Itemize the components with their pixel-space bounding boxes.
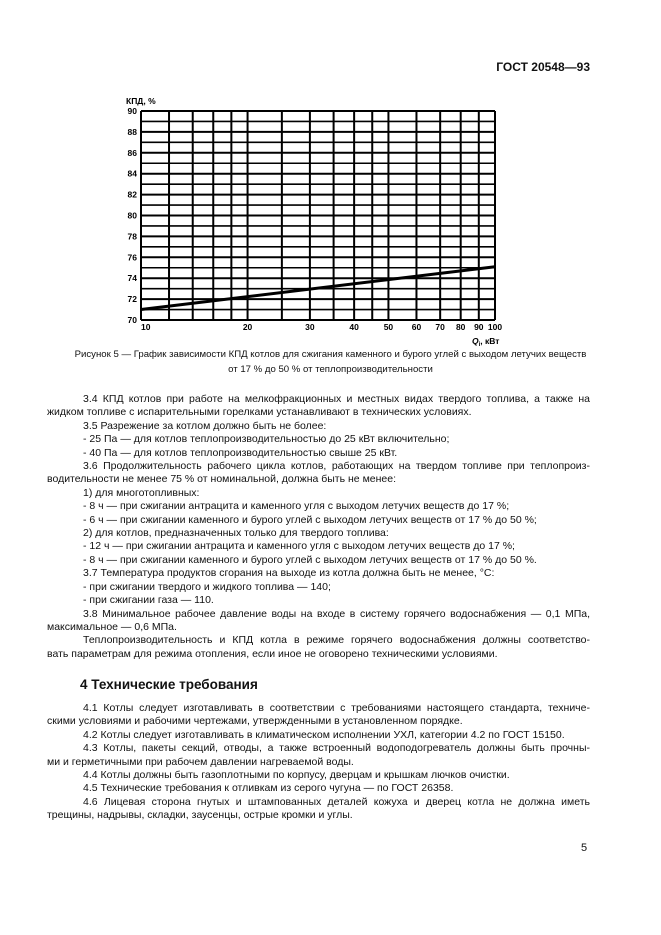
y-tick-label: 74: [127, 273, 137, 284]
text-line: 3.8 Минимальное рабочее давление воды на входе в систему горячего водоснабжения — 0,1 МПа,: [83, 607, 590, 620]
text-line: 4.2 Котлы следует изготавливать в климатическом исполнении УХЛ, категории 4.2 по ГОСТ 15150.: [83, 728, 565, 741]
y-tick-label: 88: [127, 126, 137, 137]
x-tick-label: 60: [411, 322, 422, 332]
document-header: ГОСТ 20548—93: [496, 60, 590, 74]
text-line: максимальное — 0,6 МПа.: [47, 620, 177, 633]
text-line: 4.1 Котлы следует изготавливать в соответствии с требованиями настоящего стандарта, техниче-: [83, 702, 590, 714]
x-tick-label: 50: [383, 322, 394, 332]
text-line: ми и герметичными при рабочем давлении нагреваемой воды.: [47, 755, 354, 768]
x-tick-label: 80: [455, 322, 466, 332]
text-line: трещины, надрывы, складки, заусенцы, острые кромки и углы.: [47, 809, 353, 822]
text-line: - 12 ч — при сжигании антрацита и каменного угля с выходом летучих веществ до 17 %;: [83, 540, 515, 553]
text-line: 2) для котлов, предназначенных только для твердого топлива:: [83, 527, 389, 540]
section-4-text: [47, 702, 590, 823]
x-tick-label: 10: [141, 322, 151, 332]
text-line: водительности не менее 75 % от номинальной, должна быть не менее:: [47, 473, 397, 486]
page-number: 5: [581, 842, 588, 854]
text-line: 3.7 Температура продуктов сгорания на выходе из котла должна быть не менее, °С:: [83, 567, 495, 580]
x-axis-symbol: Q: [472, 336, 479, 346]
x-axis-subscript: i: [478, 342, 481, 348]
text-line: скими условиями и рабочими чертежами, утвержденными в установленном порядке.: [47, 715, 463, 728]
text-line: - 8 ч — при сжигании антрацита и каменного угля с выходом летучих веществ до 17 %;: [83, 500, 510, 513]
text-line: 4.4 Котлы должны быть газоплотными по корпусу, дверцам и крышкам лючков очистки.: [83, 769, 510, 782]
text-line: 4.6 Лицевая сторона гнутых и штампованных деталей кожуха и дверец котла не должна иметь: [83, 795, 590, 808]
text-line: - 8 ч — при сжигании каменного и бурого углей с выходом летучих веществ от 17 % до 50 %.: [83, 553, 537, 566]
text-line: 4.3 Котлы, пакеты секций, отводы, а также встроенный водоподогреватель должны быть прочны-: [83, 742, 590, 755]
text-line: 4.5 Технические требования к отливкам из серого чугуна — по ГОСТ 26358.: [83, 782, 454, 795]
y-tick-label: 80: [127, 210, 137, 221]
text-line: - 25 Па — для котлов теплопроизводительностью до 25 кВт включительно;: [83, 433, 450, 446]
x-tick-label: 20: [242, 322, 253, 332]
x-axis-unit: , кВт: [480, 336, 500, 346]
text-line: - 6 ч — при сжигании каменного и бурого углей с выходом летучих веществ от 17 % до 50 %;: [83, 513, 537, 526]
x-tick-label: 100: [487, 322, 503, 332]
text-line: Теплопроизводительность и КПД котла в режиме горячего водоснабжения должны соответство-: [83, 634, 590, 647]
text-line: вать параметрам для режима отопления, если иное не оговорено техническими условиями.: [47, 647, 498, 660]
x-tick-label: 30: [305, 322, 315, 332]
y-tick-label: 76: [127, 252, 137, 263]
y-tick-label: 78: [127, 231, 137, 242]
caption-line: Рисунок 5 — График зависимости КПД котлов для сжигания каменного и бурого углей с выходом летучих веществ: [74, 349, 587, 360]
efficiency-chart: [0, 0, 661, 350]
y-tick-label: 82: [127, 189, 137, 200]
text-line: 1) для многотопливных:: [83, 486, 200, 499]
y-tick-label: 90: [127, 106, 137, 116]
text-line: - при сжигании твердого и жидкого топлива — 140;: [83, 580, 331, 593]
caption-line: от 17 % до 50 % от теплопроизводительности: [228, 364, 433, 375]
y-tick-label: 86: [127, 147, 137, 158]
x-tick-label: 70: [435, 322, 445, 332]
figure-caption: [40, 347, 621, 377]
text-line: 3.6 Продолжительность рабочего цикла котлов, работающих на твердом топливе при теплопроиз-: [83, 460, 590, 473]
y-tick-label: 70: [127, 315, 137, 325]
text-line: жидком топливе с испарительными горелками устанавливают в технических условиях.: [47, 406, 472, 419]
x-tick-label: 40: [349, 322, 359, 332]
section-3-text: [47, 393, 590, 661]
text-line: 3.5 Разрежение за котлом должно быть не более:: [83, 419, 327, 432]
text-line: - 40 Па — для котлов теплопроизводительностью свыше 25 кВт.: [83, 446, 398, 459]
y-tick-label: 84: [127, 168, 137, 179]
x-tick-label: 90: [474, 322, 484, 332]
y-tick-label: 72: [127, 294, 137, 305]
text-line: - при сжигании газа — 110.: [83, 594, 214, 607]
y-axis-label: КПД, %: [126, 96, 156, 106]
section-4-heading: 4 Технические требования: [80, 677, 258, 692]
text-line: 3.4 КПД котлов при работе на мелкофракционных и местных видах твердого топлива, а также на: [83, 393, 590, 405]
